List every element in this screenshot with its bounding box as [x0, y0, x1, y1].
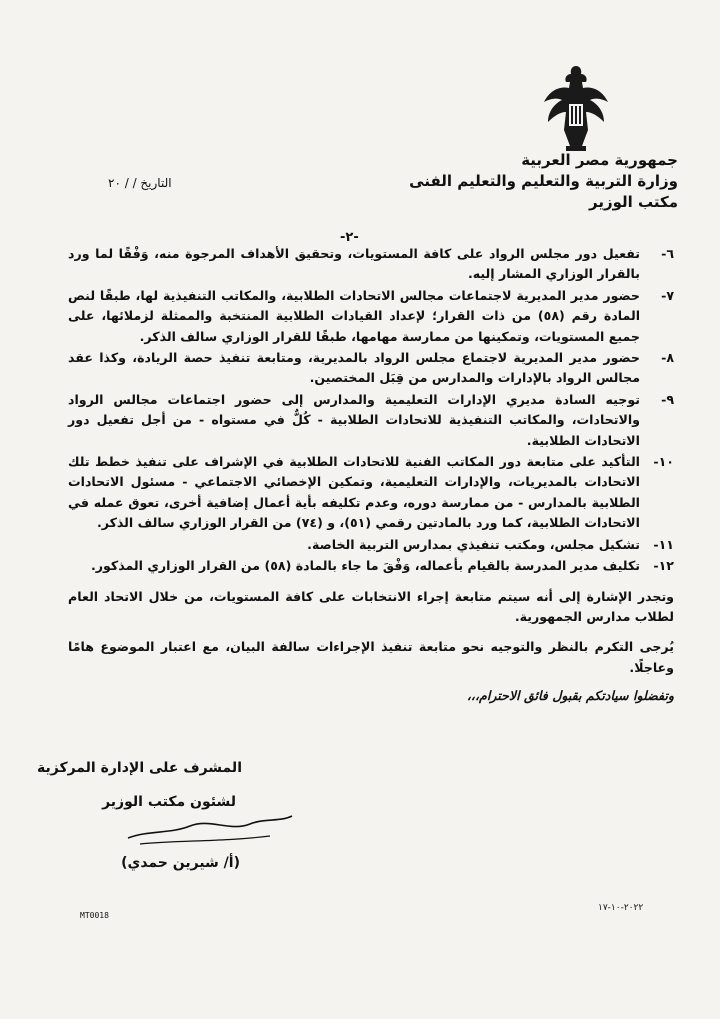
date-line: التاريخ / / ٢٠ [108, 176, 172, 190]
item-number: ١١- [653, 536, 674, 552]
handwritten-signature-icon [120, 808, 300, 850]
list-item [68, 286, 674, 347]
note-paragraph: وتجدر الإشارة إلى أنه سيتم متابعة إجراء الانتخابات على كافة المستويات، من خلال الاتحاد العام لطلاب مدارس الجمهورية. [68, 588, 674, 624]
document-code: MT0018 [80, 911, 109, 920]
page-number: -٢- [340, 230, 359, 245]
item-number: ١٢- [653, 558, 674, 574]
item-text: حضور مدير المديرية لاجتماع مجلس الرواد بالمديرية، ومتابعة تنفيذ حصة الريادة، وكذا عقد مجالس الرواد بالإدارات والمدارس من قِبَل المختصين. [68, 350, 640, 386]
signatory-title: المشرف على الإدارة المركزية [36, 760, 242, 776]
item-text: تكليف مدير المدرسة بالقيام بأعماله، وَفْقَ ما جاء بالمادة (٥٨) من القرار الوزاري المذكور. [90, 558, 640, 574]
item-number: ٦- [661, 246, 674, 261]
list-item [68, 244, 674, 285]
signatory-department: لشئون مكتب الوزير [102, 794, 236, 810]
eagle-emblem-icon [540, 62, 612, 154]
item-number: ٧- [661, 287, 674, 303]
signatory-name: (أ/ شيرين حمدي) [121, 855, 240, 871]
ministry-name: وزارة التربية والتعليم والتعليم الفنى [409, 172, 678, 190]
letter-body [68, 244, 674, 708]
item-number: ٨- [661, 350, 674, 366]
item-number: ١٠- [653, 454, 674, 470]
list-item [68, 535, 674, 555]
item-text: تشكيل مجلس، ومكتب تنفيذي بمدارس التربية الخاصة. [307, 536, 640, 552]
closing-line: وتفضلوا سيادتكم بقبول فائق الاحترام،،، [466, 688, 674, 704]
office-name: مكتب الوزير [588, 193, 678, 211]
item-text: حضور مدير المديرية لاجتماعات مجالس الاتحادات الطلابية، والمكاتب التنفيذية لها، طبقًا لنص المادة رقم (٥٨) من ذات القرار؛ لإعداد القيادات الطلابية المنتخبة والممثلة لزملائها، على جميع المستويات، وتمكينها من ممارسة مهامها، طبقًا للقرار الوزاري سالف الذكر. [68, 287, 641, 344]
item-text: توجيه السادة مديري الإدارات التعليمية والمدارس إلى حضور اجتماعات مجالس الرواد والاتحادات، والمكاتب التنفيذية للاتحادات الطلابية - كُلٌّ في مستواه - من أجل تفعيل دور الاتحادات الطلابية. [68, 391, 640, 448]
list-item [68, 390, 674, 451]
item-text: تفعيل دور مجلس الرواد على كافة المستويات، وتحقيق الأهداف المرجوة منه، وَفْقًا لما ورد بالقرار الوزاري المشار إليه. [68, 246, 640, 282]
request-paragraph: يُرجى التكرم بالنظر والتوجيه نحو متابعة تنفيذ الإجراءات سالفة البيان، مع اعتبار الموضوع هامًا وعاجلًا. [68, 639, 674, 675]
list-item [68, 348, 674, 389]
item-number: ٩- [661, 391, 674, 407]
item-text: التأكيد على متابعة دور المكاتب الفنية للاتحادات الطلابية في الإشراف على تنفيذ خطط تلك الاتحادات بالمديريات، والإدارات التعليمية، وتمكين الإخصائي الاجتماعي - مسئول الاتحادات الطلابية بالمدارس - من ممارسة دوره، وعدم تكليفه بأية أعمال إضافية أخرى، تعوق عمله في الاتحادات الطلابية، كما ورد بالمادتين رقمي (٥١)، و (٧٤) من القرار الوزاري سالف الذكر. [68, 454, 640, 531]
list-item [68, 556, 674, 576]
country-name: جمهورية مصر العربية [521, 151, 678, 169]
footer-date: ٢٠٢٢-١٠-١٧ [598, 903, 644, 913]
list-item [68, 452, 674, 534]
letterhead [409, 150, 678, 213]
